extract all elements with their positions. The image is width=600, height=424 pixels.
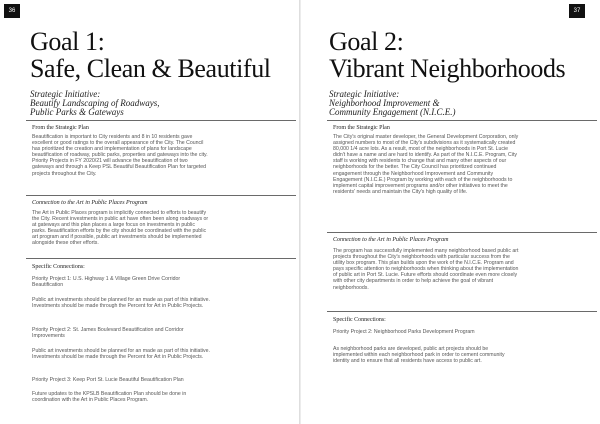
page-number: 36 xyxy=(4,4,20,18)
goal-title-line: Goal 1: xyxy=(30,27,105,56)
connection-item-title: Priority Project 2: St. James Boulevard Beautification and Corridor Improvements xyxy=(32,327,184,340)
connection-item-title: Priority Project 2: Neighborhood Parks Development Program xyxy=(333,329,475,335)
section-divider xyxy=(327,232,597,233)
section-divider xyxy=(26,258,296,259)
goal-title-line: Safe, Clean & Beautiful xyxy=(30,54,271,83)
initiative-line: Strategic Initiative: xyxy=(329,89,400,99)
connection-item-title: Priority Project 1: U.S. Highway 1 & Village Green Drive Corridor Beautification xyxy=(32,276,181,289)
page-number: 37 xyxy=(569,4,585,18)
goal-title xyxy=(30,28,271,82)
connection-item-text: Future updates to the KPSLB Beautification Plan should be done in coordination with the Art in Public Places Program. xyxy=(32,391,187,404)
specific-connections-heading: Specific Connections: xyxy=(32,264,85,270)
goal-title-line: Goal 2: xyxy=(329,27,404,56)
connection-text: The program has successfully implemented many neighborhood based public art projects throughout the City's neighborhoods with particular success from the utility box program. This plan builds upon the work of the N.I.C.E. Program and pays specific attention to neighborhoods when thinking about the implementation of public art in Port St. Lucie. Future efforts should coordinate even more closely with other city departments in order to help achieve the goal of vibrant neighborhoods. xyxy=(333,248,519,291)
strategic-initiative-title xyxy=(329,90,455,117)
goal-title xyxy=(329,28,565,82)
initiative-line: Community Engagement (N.I.C.E.) xyxy=(329,107,456,117)
section-divider xyxy=(26,195,296,196)
connection-item-text: Public art investments should be planned for an made as part of this initiative. Investments should be made through the Percent for Art in Public Projects. xyxy=(32,297,210,310)
section-divider xyxy=(327,120,597,121)
connection-item-text: Public art investments should be planned for an made as part of this initiative. Investments should be made through the Percent for Art in Public Projects. xyxy=(32,348,210,361)
initiative-line: Strategic Initiative: xyxy=(30,89,101,99)
from-plan-heading: From the Strategic Plan xyxy=(32,125,89,131)
goal-title-line: Vibrant Neighborhoods xyxy=(329,54,566,83)
right-page xyxy=(301,0,600,424)
connection-item-title: Priority Project 3: Keep Port St. Lucie Beautiful Beautification Plan xyxy=(32,377,184,383)
initiative-line: Beautify Landscaping of Roadways, xyxy=(30,98,160,108)
from-plan-text: Beautification is important to City residents and 8 in 10 residents gave excellent or good ratings to the overall appearance of the City. The Council has prioritized the creation and implementation of plans for landscape beautification of roadway, public parks, properties and gateways into the city. Priority Projects in FY 2020/21 will advance the beautification of two gateways and through a Keep PSL Beautiful Beautification Plan for targeted projects throughout the City. xyxy=(32,134,208,177)
from-plan-text: The City's original master developer, the General Development Corporation, only assigned numbers to most of the City's subdivisions as it systematically created 80,000 1/4 acre lots. As a result, most of the neighborhoods in Port St. Lucie didn't have a name and are hard to identify. As part of the N.I.C.E. Program, City staff is working with residents to change that and many other aspects of our neighborhoods for the better. The City Council has prioritized continued engagement through the Neighborhood Improvement and Community Engagement (N.I.C.E.) Program by working with each of the neighborhoods to implement capital improvement programs and/or other initiatives to meet the residents' needs and maintain the City's high quality of life. xyxy=(333,134,519,195)
specific-connections-heading: Specific Connections: xyxy=(333,317,386,323)
strategic-initiative-title xyxy=(30,90,160,117)
initiative-line: Neighborhood Improvement & xyxy=(329,98,440,108)
from-plan-heading: From the Strategic Plan xyxy=(333,125,390,131)
connection-heading: Connection to the Art in Public Places Program xyxy=(32,200,148,206)
connection-text: The Art in Public Places program is implicitly connected to efforts to beautify the City. Recent investments in public art have often been along roadways or at gateways and this plan places a large focus on investments in public parks. Beautification efforts by the city should be coordinated with the public art program and if possible, public art investments should be implemented alongside these other efforts. xyxy=(32,210,209,247)
initiative-line: Public Parks & Gateways xyxy=(30,107,124,117)
connection-heading: Connection to the Art in Public Places Program xyxy=(333,237,449,243)
connection-item-text: As neighborhood parks are developed, public art projects should be implemented within each neighborhood park in order to cement community identity and to ensure that all residents have access to public art. xyxy=(333,346,505,365)
section-divider xyxy=(327,311,597,312)
section-divider xyxy=(26,120,296,121)
left-page xyxy=(0,0,299,424)
